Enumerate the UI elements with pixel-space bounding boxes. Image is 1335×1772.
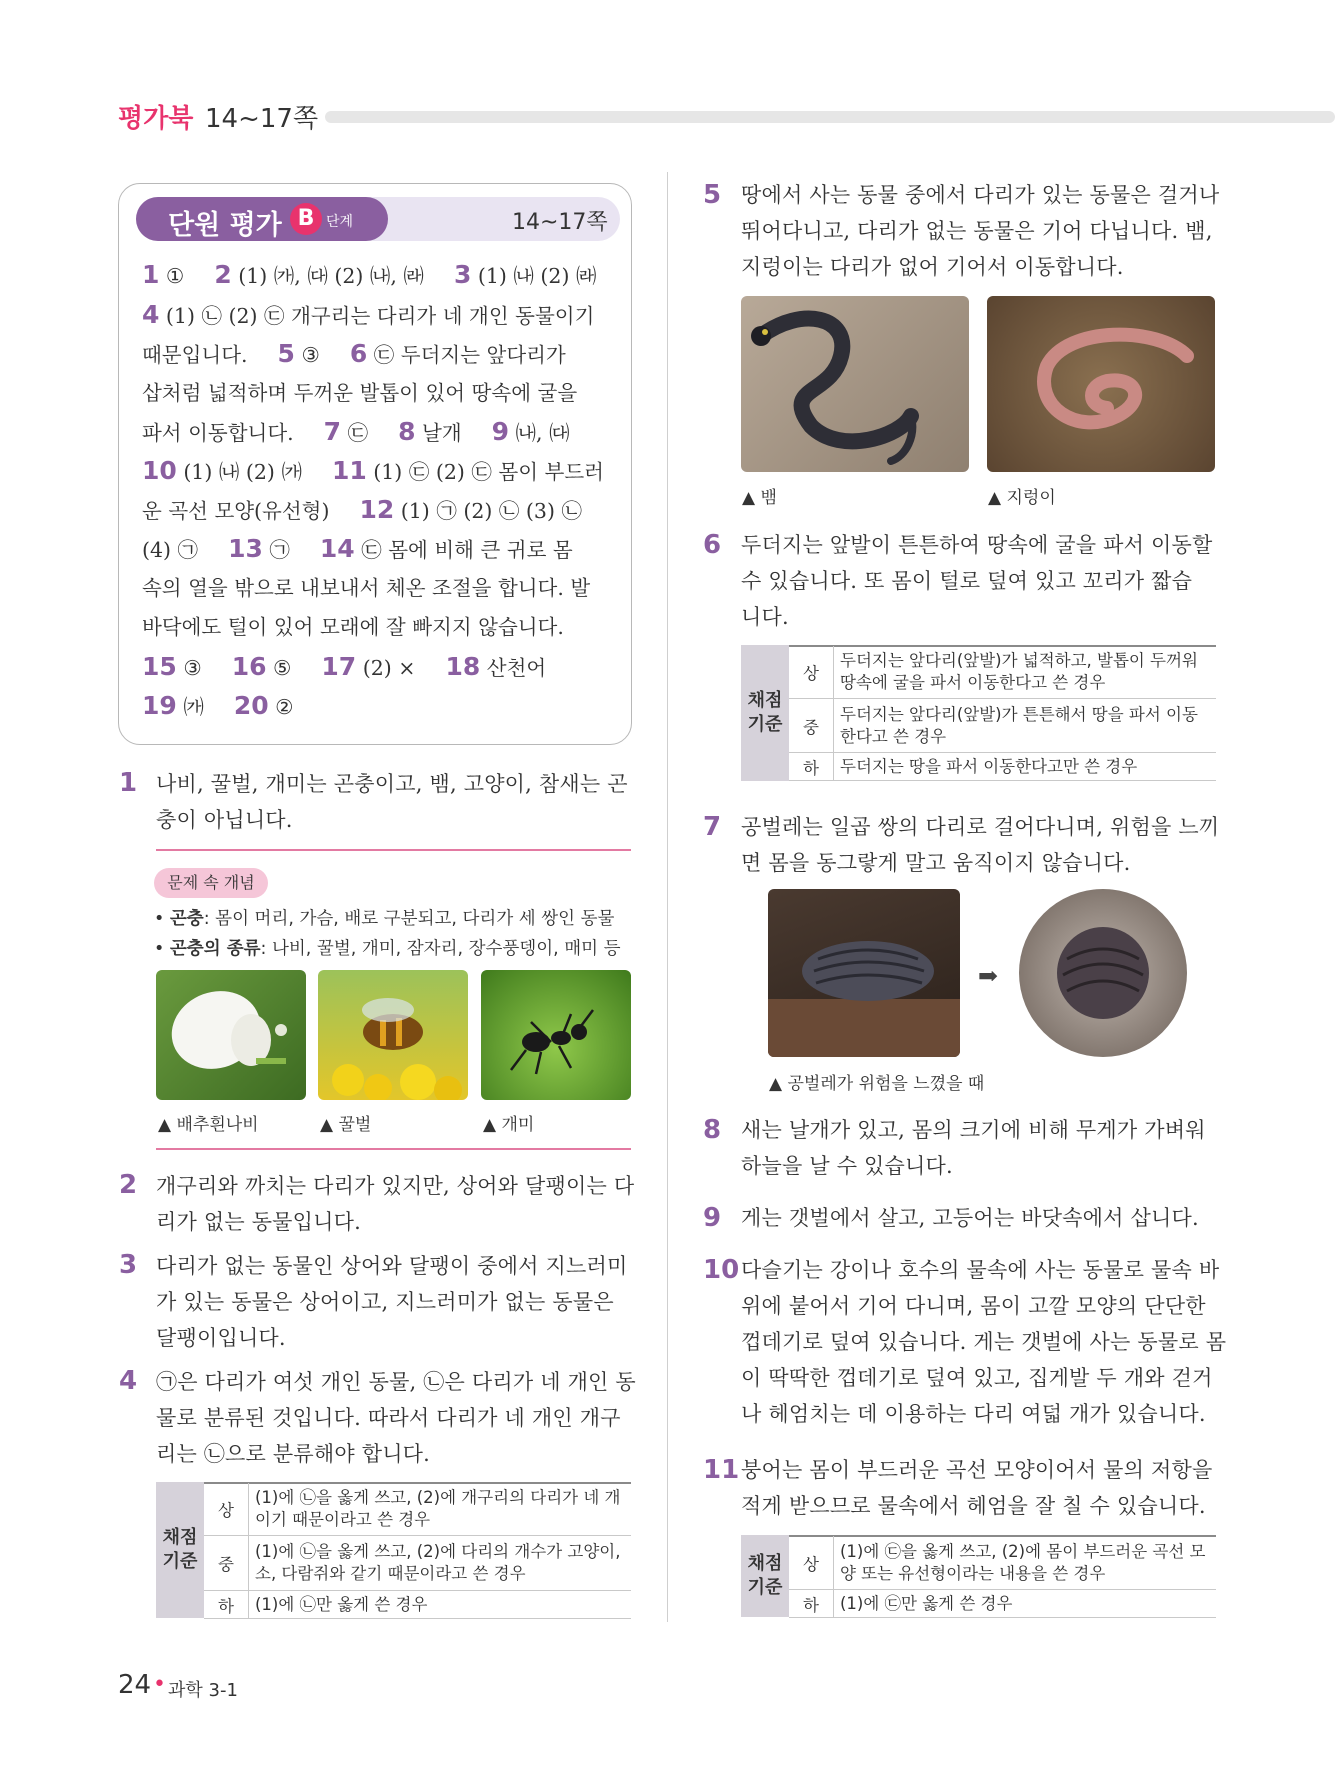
q5-number: 5 [703, 180, 722, 210]
answer-text: (1) ㉠ (2) ㉡ (3) ㉡ [394, 499, 582, 523]
step-label: 단계 [326, 214, 354, 230]
column-divider [667, 172, 668, 1622]
answer-text: (1) ㈏ (2) ㈑ [471, 264, 597, 288]
answer-text: ㈏, ㈐ [509, 421, 570, 445]
header-pages: 14~17쪽 [205, 104, 319, 134]
answer-text: 때문입니다. [142, 343, 248, 367]
answer-line [142, 380, 577, 406]
q2-text: 개구리와 까치는 다리가 있지만, 상어와 달팽이는 다 리가 없는 동물입니다. [156, 1174, 635, 1234]
q6-scoring-row-mid: 중 두더지는 앞다리(앞발)가 튼튼해서 땅을 파서 이동 한다고 쓴 경우 [789, 699, 1216, 753]
header-bar [325, 111, 1335, 123]
answer-number: 7 [323, 417, 342, 446]
q6-number: 6 [703, 530, 722, 560]
answer-number: 13 [228, 534, 263, 563]
q11-text: 붕어는 몸이 부드러운 곡선 모양이어서 물의 저항을 적게 받으므로 물속에서 헤엄을 잘 칠 수 있습니다. [741, 1458, 1213, 1518]
answer-number: 2 [214, 260, 232, 289]
caption-snake: ▲ 뱀 [742, 488, 777, 508]
q3-text: 다리가 없는 동물인 상어와 달팽이 중에서 지느러미 가 있는 동물은 상어이고, 지느러미가 없는 동물은 달팽이입니다. [156, 1254, 628, 1350]
answer-number: 14 [319, 534, 355, 563]
answer-text: 운 곡선 모양(유선형) [142, 499, 330, 523]
q1-number: 1 [119, 768, 138, 798]
answer-text: 파서 이동합니다. [142, 421, 294, 445]
answer-text: ㈎ [176, 695, 204, 719]
answer-number: 4 [142, 300, 160, 329]
answer-text: ① [159, 264, 185, 288]
q11-number: 11 [703, 1455, 740, 1485]
answer-text: ㉢ [341, 421, 369, 445]
answer-text: ㉢ 두더지는 앞다리가 [367, 343, 566, 367]
answer-text: 속의 열을 밖으로 내보내서 체온 조절을 합니다. 발 [142, 576, 591, 600]
answer-number: 18 [445, 652, 481, 681]
answer-line [142, 575, 590, 601]
answer-line [142, 262, 597, 289]
level-b-badge: B [290, 203, 322, 235]
q9-text: 게는 갯벌에서 살고, 고등어는 바닷속에서 삽니다. [741, 1206, 1199, 1230]
answer-line [142, 693, 294, 720]
q4-scoring-row-low: 하 (1)에 ㉡만 옳게 쓴 경우 [204, 1591, 631, 1619]
q10-text: 다슬기는 강이나 호수의 물속에 사는 동물로 물속 바 위에 붙어서 기어 다니며, 몸이 고깔 모양의 단단한 껍데기로 덮여 있습니다. 게는 갯벌에 사는 동물로 몸 이 딱딱한 껍데기로 덮여 있고, 집게발 두 개와 걷거 나 헤엄치는 데 이용하는 다리 여덟 개가 있습니다. [741, 1258, 1227, 1426]
q4-text: ㉠은 다리가 여섯 개인 동물, ㉡은 다리가 네 개인 동 물로 분류된 것입니다. 따라서 다리가 네 개인 개구 리는 ㉡으로 분류해야 합니다. [156, 1370, 636, 1466]
arrow-right-icon: ➡ [978, 962, 999, 990]
q7-text: 공벌레는 일곱 쌍의 다리로 걸어다니며, 위험을 느끼 면 몸을 동그랗게 말고 움직이지 않습니다. [741, 815, 1220, 875]
q7-number: 7 [703, 812, 722, 842]
concept-line-2: • 곤충의 종류: 나비, 꿀벌, 개미, 잠자리, 장수풍뎅이, 매미 등 [154, 939, 621, 959]
answer-line [142, 302, 594, 329]
q8-text: 새는 날개가 있고, 몸의 크기에 비해 무게가 가벼워 하늘을 날 수 있습니다. [741, 1118, 1206, 1178]
answer-line [142, 654, 546, 681]
answer-text: ⑤ [266, 656, 292, 680]
caption-earthworm: ▲ 지렁이 [988, 488, 1056, 508]
honeybee-photo [318, 970, 468, 1100]
answer-text: 바닥에도 털이 있어 모래에 잘 빠지지 않습니다. [142, 615, 564, 639]
q3-number: 3 [119, 1250, 138, 1280]
q6-text: 두더지는 앞발이 튼튼하여 땅속에 굴을 파서 이동할 수 있습니다. 또 몸이 털로 덮여 있고 꼬리가 짧습 니다. [741, 533, 1213, 629]
q8-number: 8 [703, 1115, 722, 1145]
answer-line [142, 341, 566, 368]
caption-butterfly: ▲ 배추흰나비 [158, 1115, 259, 1135]
answer-text: (1) ㈏ (2) ㈎ [176, 460, 302, 484]
answer-text: ㉢ 몸에 비해 큰 귀로 몸 [354, 538, 573, 562]
answer-range: 14~17쪽 [512, 210, 608, 235]
answer-text: 삽처럼 넓적하며 두꺼운 발톱이 있어 땅속에 굴을 [142, 381, 578, 405]
q4-scoring-row-mid: 중 (1)에 ㉡을 옳게 쓰고, (2)에 다리의 개수가 고양이, 소, 다람쥐와 같기 때문이라고 쓴 경우 [204, 1536, 631, 1591]
q4-scoring-label: 채점 기준 [156, 1482, 204, 1618]
q11-scoring-row-high: 상 (1)에 ㉢을 옳게 쓰고, (2)에 몸이 부드러운 곡선 모 양 또는 유선형이라는 내용을 쓴 경우 [789, 1536, 1216, 1590]
answer-number: 8 [398, 417, 416, 446]
answer-number: 15 [142, 652, 177, 681]
page-number: 24 [118, 1670, 152, 1700]
q4-number: 4 [119, 1366, 138, 1396]
answer-number: 5 [277, 339, 295, 368]
pillbug-walking-photo [768, 889, 960, 1057]
q6-scoring-label: 채점 기준 [741, 645, 789, 781]
answer-text: (1) ㉡ (2) ㉢ 개구리는 다리가 네 개인 동물이기 [159, 304, 595, 328]
answer-number: 19 [142, 691, 177, 720]
q1-text: 나비, 꿀벌, 개미는 곤충이고, 뱀, 고양이, 참새는 곤 충이 아닙니다. [156, 772, 628, 832]
answer-line [142, 419, 570, 446]
answer-text: (1) ㉢ (2) ㉢ 몸이 부드러 [366, 460, 604, 484]
concept-tag: 문제 속 개념 [154, 868, 268, 898]
footer-subject: 과학 3-1 [168, 1680, 238, 1701]
answer-line [142, 614, 564, 640]
q2-number: 2 [119, 1170, 138, 1200]
answer-text: 산천어 [480, 656, 547, 680]
footer-dot: • [153, 1672, 166, 1697]
answer-number: 12 [359, 495, 395, 524]
answer-text: ② [268, 695, 294, 719]
caption-bee: ▲ 꿀벌 [320, 1115, 372, 1135]
answer-number: 3 [453, 260, 472, 289]
q6-scoring-row-low: 하 두더지는 땅을 파서 이동한다고만 쓴 경우 [789, 753, 1216, 781]
q11-scoring-label: 채점 기준 [741, 1535, 789, 1617]
answer-text: (1) ㈎, ㈐ (2) ㈏, ㈑ [231, 264, 424, 288]
answer-number: 11 [331, 456, 367, 485]
cabbage-butterfly-photo [156, 970, 306, 1100]
concept-bottom-rule [156, 1148, 631, 1150]
answer-number: 10 [142, 456, 177, 485]
pillbug-rolled-photo [1019, 889, 1187, 1057]
answer-number: 9 [491, 417, 510, 446]
answer-line [142, 458, 604, 485]
answer-line [142, 536, 573, 563]
answer-number: 16 [231, 652, 267, 681]
answer-number: 1 [142, 260, 160, 289]
answer-text: ㉠ [262, 538, 290, 562]
answer-text: 날개 [415, 421, 462, 445]
q11-scoring-row-low: 하 (1)에 ㉢만 옳게 쓴 경우 [789, 1590, 1216, 1618]
caption-ant: ▲ 개미 [483, 1115, 535, 1135]
q6-scoring-row-high: 상 두더지는 앞다리(앞발)가 넓적하고, 발톱이 두꺼워 땅속에 굴을 파서 이동한다고 쓴 경우 [789, 646, 1216, 699]
ant-photo [481, 970, 631, 1100]
answer-text: ③ [176, 656, 202, 680]
answer-number: 17 [321, 652, 357, 681]
answer-number: 20 [233, 691, 269, 720]
concept-line-1: • 곤충: 몸이 머리, 가슴, 배로 구분되고, 다리가 세 쌍인 동물 [154, 909, 615, 929]
earthworm-photo [987, 296, 1215, 472]
q9-number: 9 [703, 1203, 722, 1233]
answer-number: 6 [349, 339, 368, 368]
q4-scoring-row-high: 상 (1)에 ㉡을 옳게 쓰고, (2)에 개구리의 다리가 네 개 이기 때문이라고 쓴 경우 [204, 1483, 631, 1536]
q5-text: 땅에서 사는 동물 중에서 다리가 있는 동물은 걸거나 뛰어다니고, 다리가 없는 동물은 기어 다닙니다. 뱀, 지렁이는 다리가 없어 기어서 이동합니다. [741, 183, 1220, 279]
caption-pillbug: ▲ 공벌레가 위험을 느꼈을 때 [769, 1074, 985, 1094]
q10-number: 10 [703, 1255, 740, 1285]
answer-text: ③ [294, 343, 320, 367]
answer-text: (4) ㉠ [142, 538, 199, 562]
concept-top-rule [156, 849, 631, 851]
answer-text: (2) × [356, 656, 416, 680]
evaluation-book-label: 평가북 [118, 104, 194, 134]
answer-line [142, 497, 582, 524]
snake-photo [741, 296, 969, 472]
answer-box-title: 단원 평가 [168, 210, 282, 241]
